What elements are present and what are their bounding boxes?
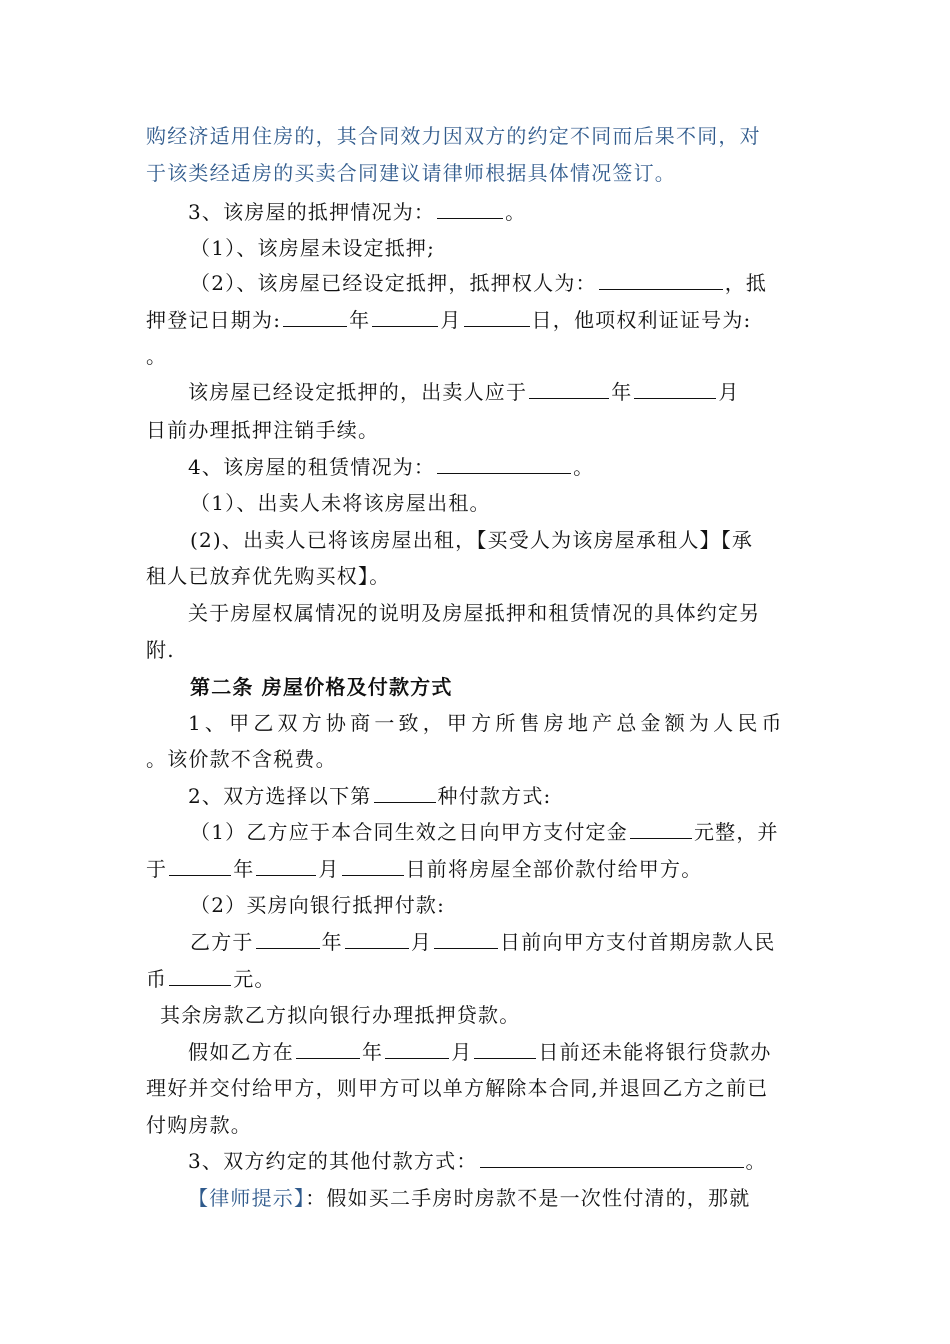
blank-field	[434, 928, 498, 949]
text-span: 日前还未能将银行贷款办	[538, 1040, 772, 1064]
paragraph-line	[146, 342, 808, 370]
text-span: 年	[233, 857, 255, 881]
paragraph-line	[146, 1074, 808, 1102]
text-span: 元整，并	[693, 820, 779, 844]
text-span: 租人已放弃优先购买权】。	[146, 564, 391, 588]
paragraph-line	[146, 965, 808, 993]
paragraph-line	[146, 122, 808, 150]
blank-field	[464, 306, 530, 327]
text-span: 月	[451, 1040, 473, 1064]
blank-field	[437, 198, 503, 219]
paragraph-line	[146, 306, 808, 334]
text-span: 种付款方式:	[437, 784, 552, 808]
blank-field	[437, 453, 571, 474]
text-span: 购经济适用住房的，其合同效力因双方的约定不同而后果不同，对	[146, 124, 761, 148]
paragraph-line	[146, 416, 808, 444]
text-span: 。	[505, 200, 527, 224]
paragraph-line	[188, 1038, 850, 1066]
text-span: 月	[410, 930, 433, 954]
blank-field	[599, 269, 723, 290]
paragraph-line	[146, 745, 808, 773]
paragraph-line	[190, 269, 852, 297]
text-span: 年	[349, 308, 371, 332]
text-span: 该房屋已经设定抵押的，出卖人应于	[188, 380, 528, 404]
text-span: 于	[146, 857, 168, 881]
paragraph-line	[146, 159, 808, 187]
text-span: 年	[362, 1040, 384, 1064]
section-heading	[190, 673, 852, 701]
paragraph-line	[146, 562, 808, 590]
text-span: （2）、该房屋已经设定抵押，抵押权人为：	[190, 271, 597, 295]
text-span: 理好并交付给甲方，则甲方可以单方解除本合同,并退回乙方之前已	[146, 1076, 769, 1100]
text-span: （1）乙方应于本合同生效之日向甲方支付定金	[190, 820, 628, 844]
paragraph-line	[188, 453, 850, 481]
blank-field	[342, 855, 404, 876]
text-span: 3、双方约定的其他付款方式：	[188, 1149, 478, 1173]
blank-field	[474, 1038, 536, 1059]
text-span: ，抵	[724, 271, 768, 295]
paragraph-line	[190, 489, 852, 517]
paragraph-line	[160, 1001, 822, 1029]
paragraph-line	[190, 891, 852, 919]
text-span: 附.	[146, 638, 175, 662]
text-span: 年	[611, 380, 633, 404]
paragraph-line	[188, 782, 850, 810]
text-span: 关于房屋权属情况的说明及房屋抵押和租赁情况的具体约定另	[188, 601, 761, 625]
text-span: 4、该房屋的租赁情况为：	[188, 455, 436, 479]
text-span: 。	[745, 1149, 767, 1173]
blank-field	[480, 1147, 744, 1168]
blank-field	[634, 378, 716, 399]
text-span: 付购房款。	[146, 1113, 252, 1137]
paragraph-line	[190, 526, 852, 554]
text-span: 3、该房屋的抵押情况为：	[188, 200, 436, 224]
text-span: 。该价款不含税费。	[146, 747, 337, 771]
text-span: 2、双方选择以下第	[188, 784, 372, 808]
text-span: 第二条 房屋价格及付款方式	[190, 675, 453, 699]
paragraph-line	[146, 855, 808, 883]
text-span: （1）、该房屋未设定抵押;	[190, 236, 436, 260]
text-span: 币	[146, 967, 168, 991]
lawyer-hint-line	[188, 1184, 850, 1212]
paragraph-line	[188, 1147, 850, 1175]
blank-field	[374, 782, 436, 803]
text-span: 。	[573, 455, 595, 479]
blank-field	[256, 928, 320, 949]
text-span: 月	[718, 380, 740, 404]
blank-field	[345, 928, 409, 949]
blank-field	[256, 855, 316, 876]
blank-field	[169, 965, 231, 986]
text-span: 日，他项权利证证号为:	[531, 308, 752, 332]
paragraph-line	[188, 599, 850, 627]
blank-field	[296, 1038, 360, 1059]
lawyer-hint-label: 【律师提示】	[188, 1186, 306, 1210]
text-span: 日前办理抵押注销手续。	[146, 418, 380, 442]
text-span: 月	[440, 308, 462, 332]
paragraph-line	[146, 636, 808, 664]
text-span: 月	[318, 857, 340, 881]
text-span: （1）、出卖人未将该房屋出租。	[190, 491, 491, 515]
blank-field	[283, 306, 347, 327]
blank-field	[529, 378, 609, 399]
text-span: 。	[146, 344, 168, 368]
text-span: 日前将房屋全部价款付给甲方。	[405, 857, 703, 881]
blank-field	[372, 306, 438, 327]
text-span: (2)、出卖人已将该房屋出租，【买受人为该房屋承租人】【承	[190, 528, 754, 552]
text-span: 年	[321, 930, 343, 954]
text-span: 于该类经适房的买卖合同建议请律师根据具体情况签订。	[146, 161, 676, 185]
blank-field	[630, 818, 692, 839]
text-span: 乙方于	[190, 930, 254, 954]
paragraph-line	[188, 378, 850, 406]
text-span: 日前向甲方支付首期房款人民	[500, 930, 776, 954]
paragraph-line	[190, 928, 852, 956]
text-span: 其余房款乙方拟向银行办理抵押贷款。	[160, 1003, 521, 1027]
paragraph-line	[188, 709, 850, 737]
text-span: ：假如买二手房时房款不是一次性付清的，那就	[305, 1186, 751, 1210]
paragraph-line	[190, 234, 852, 262]
text-span: 假如乙方在	[188, 1040, 294, 1064]
paragraph-line	[188, 198, 850, 226]
text-span: 押登记日期为:	[146, 308, 282, 332]
paragraph-line	[146, 1111, 808, 1139]
text-span: 1、甲乙双方协商一致，甲方所售房地产总金额为人民币	[188, 711, 786, 735]
paragraph-line	[190, 818, 852, 846]
text-span: 元。	[233, 967, 276, 991]
text-span: （2）买房向银行抵押付款:	[190, 893, 446, 917]
blank-field	[169, 855, 231, 876]
blank-field	[385, 1038, 449, 1059]
